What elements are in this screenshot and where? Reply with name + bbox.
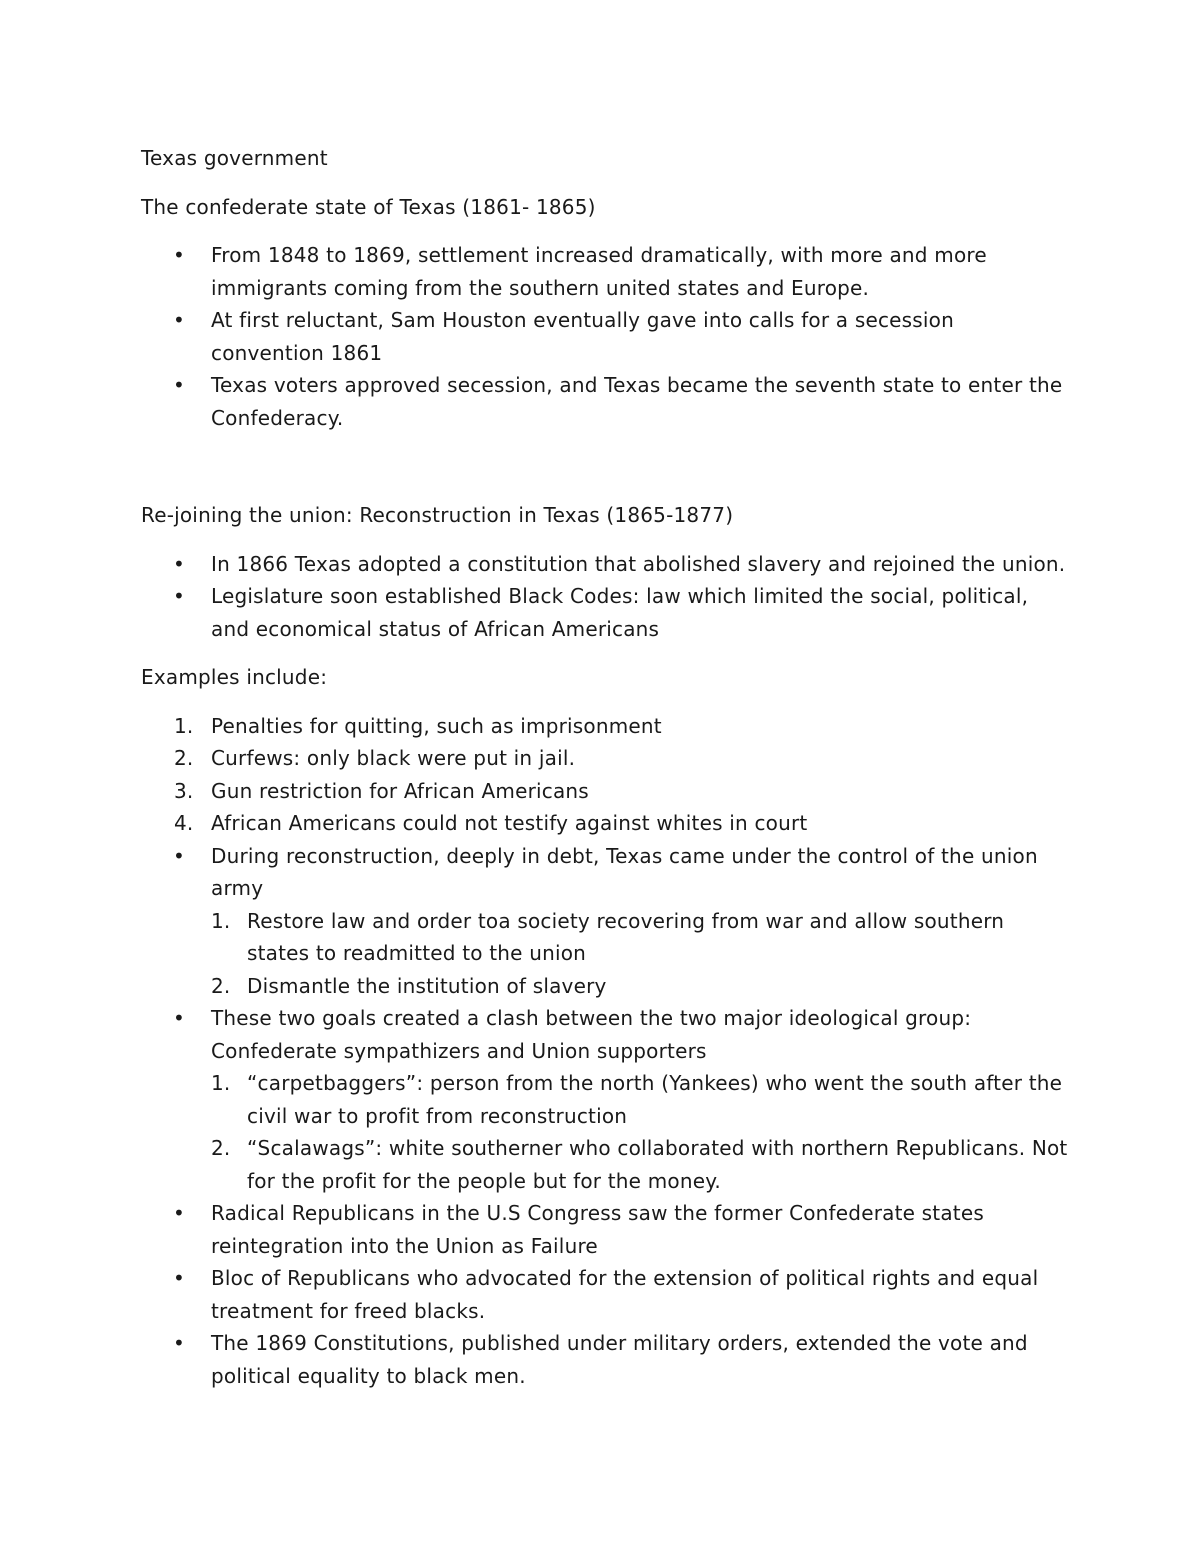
sub-numbered-list (211, 1067, 1071, 1197)
sub-list-item (211, 905, 1071, 970)
numbered-list-item (141, 742, 1071, 775)
list-item (141, 1002, 1071, 1197)
list-number: 2. (211, 1136, 231, 1160)
sub-list-item (211, 1132, 1071, 1197)
list-number: 1. (174, 713, 194, 738)
list-item-text: Penalties for quitting, such as imprisonment (211, 713, 662, 738)
list-item: • Texas voters approved secession, and Texas became the seventh state to enter the Confederacy. (141, 369, 1071, 434)
list-number: 2. (174, 746, 194, 770)
numbered-list-item (141, 807, 1071, 840)
list-item-text: The 1869 Constitutions, published under military orders, extended the vote and political equality to black men. (211, 1331, 1028, 1388)
list-item-text: Radical Republicans in the U.S Congress saw the former Confederate states reintegration into the Union as Failure (211, 1201, 984, 1258)
list-number: 4. (174, 811, 194, 835)
document-title: Texas government (141, 146, 328, 170)
list-number: 1. (211, 1071, 231, 1095)
list-item-text: Dismantle the institution of slavery (247, 973, 607, 998)
list-item: • From 1848 to 1869, settlement increased dramatically, with more and more immigrants coming from the southern united states and Europe. (141, 239, 1071, 304)
list-item (141, 1262, 1071, 1327)
list-item-text: “Scalawags”: white southerner who collaborated with northern Republicans. Not for the profit for the people but for the money. (247, 1136, 1068, 1193)
section-heading-reconstruction: Re-joining the union: Reconstruction in Texas (1865-1877) (141, 503, 734, 527)
list-item-text: During reconstruction, deeply in debt, Texas came under the control of the union army (211, 843, 1038, 900)
reconstruction-bullet-list (141, 548, 1071, 646)
sub-list-item (211, 970, 1071, 1003)
list-item-text: Restore law and order toa society recovering from war and allow southern states to readmitted to the union (247, 908, 1005, 965)
list-item-text: African Americans could not testify against whites in court (211, 811, 808, 835)
list-item: • At first reluctant, Sam Houston eventually gave into calls for a secession convention 1861 (141, 304, 1071, 369)
list-item-text: Gun restriction for African Americans (211, 778, 589, 803)
numbered-list-item (141, 710, 1071, 743)
examples-heading: Examples include: (141, 665, 328, 689)
document-body (141, 142, 1071, 1408)
confederate-bullet-list (141, 239, 1071, 434)
list-number: 1. (211, 908, 231, 933)
list-number: 2. (211, 973, 231, 998)
list-item: • In 1866 Texas adopted a constitution that abolished slavery and rejoined the union. (141, 548, 1071, 581)
list-item: • Legislature soon established Black Codes: law which limited the social, political, and economical status of African Americans (141, 580, 1071, 645)
list-item-text: These two goals created a clash between the two major ideological group: Confederate sympathizers and Union supporters (211, 1006, 972, 1063)
sub-numbered-list (211, 905, 1071, 1003)
list-item-text: Curfews: only black were put in jail. (211, 746, 576, 770)
list-number: 3. (174, 778, 194, 803)
list-item-text: “carpetbaggers”: person from the north (Yankees) who went the south after the civil war to profit from reconstruction (247, 1071, 1063, 1128)
list-item-text: Bloc of Republicans who advocated for the extension of political rights and equal treatment for freed blacks. (211, 1266, 1039, 1323)
list-item (141, 1327, 1071, 1392)
examples-numbered-list (141, 710, 1071, 840)
examples-bullet-list (141, 840, 1071, 1393)
sub-list-item (211, 1067, 1071, 1132)
numbered-list-item (141, 775, 1071, 808)
list-item (141, 840, 1071, 1003)
section-heading-confederate: The confederate state of Texas (1861- 1865) (141, 194, 596, 219)
list-item (141, 1197, 1071, 1262)
